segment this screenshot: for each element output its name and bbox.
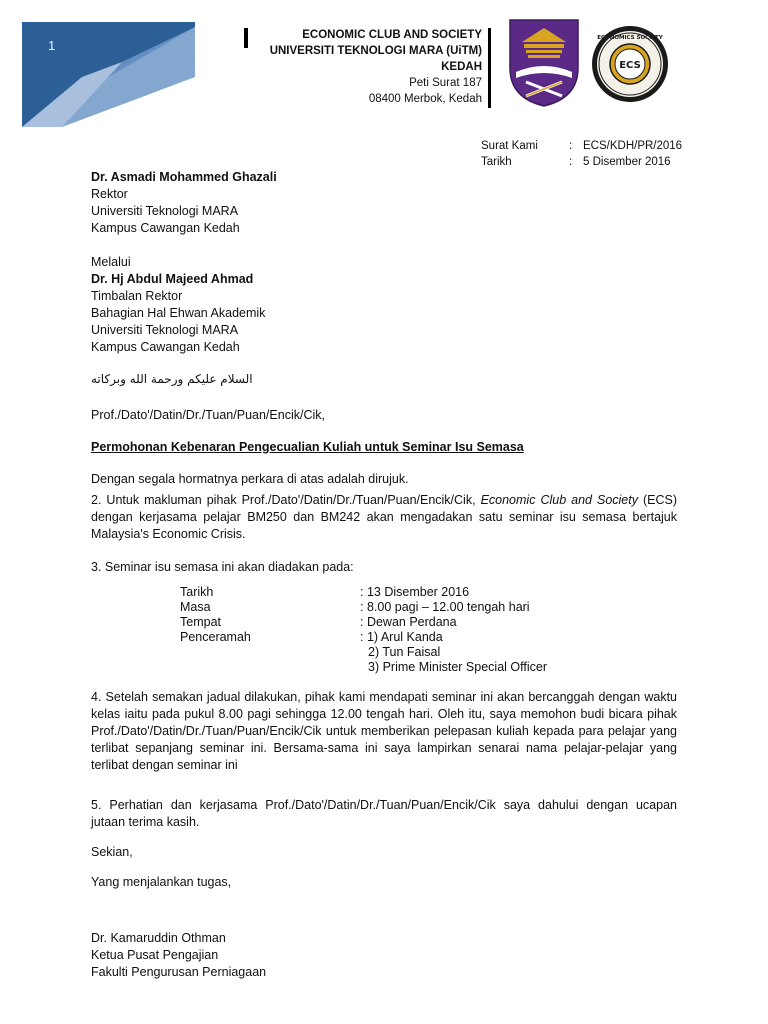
detail-value: : 8.00 pagi – 12.00 tengah hari <box>360 600 530 614</box>
detail-label: Tempat <box>180 615 221 629</box>
header-line-3: KEDAH <box>441 61 482 73</box>
tarikh-label: Tarikh <box>481 156 512 168</box>
via-line: Kampus Cawangan Kedah <box>91 340 240 354</box>
surat-kami-label: Surat Kami <box>481 140 538 152</box>
via-name: Dr. Hj Abdul Majeed Ahmad <box>91 272 254 286</box>
paragraph-1: Dengan segala hormatnya perkara di atas adalah dirujuk. <box>91 472 409 486</box>
recipient-name: Dr. Asmadi Mohammed Ghazali <box>91 170 277 184</box>
via-address <box>91 254 265 356</box>
paragraph-2-post: (ECS) dengan kerjasama pelajar BM250 dan BM242 akan mengadakan satu seminar isu semasa bertajuk Malaysia's Economic Crisis. <box>91 493 678 541</box>
tarikh-value: 5 Disember 2016 <box>583 156 671 168</box>
header-line-4: Peti Surat 187 <box>409 77 482 89</box>
recipient-address <box>91 169 277 237</box>
detail-label: Tarikh <box>180 585 214 599</box>
detail-value: : Dewan Perdana <box>360 615 457 629</box>
via-line: Timbalan Rektor <box>91 289 183 303</box>
ref-colon: : <box>569 156 573 168</box>
economics-society-logo <box>590 24 670 104</box>
detail-label: Penceramah <box>180 630 251 644</box>
ref-colon: : <box>569 140 573 152</box>
detail-value: 2) Tun Faisal <box>368 645 441 659</box>
ecs-logo-text: ECS <box>619 60 641 71</box>
closing-tugas: Yang menjalankan tugas, <box>91 875 232 889</box>
paragraph-2-pre: 2. Untuk makluman pihak Prof./Dato'/Datin/Dr./Tuan/Puan/Encik/Cik, <box>91 493 481 507</box>
surat-kami-value: ECS/KDH/PR/2016 <box>583 140 683 152</box>
detail-label: Masa <box>180 600 211 614</box>
header-divider-left <box>244 28 248 48</box>
detail-value: : 13 Disember 2016 <box>360 585 470 599</box>
detail-value: 3) Prime Minister Special Officer <box>368 660 547 674</box>
page-number: 1 <box>48 38 56 53</box>
signatory-name: Dr. Kamaruddin Othman <box>91 931 226 945</box>
seminar-details <box>180 585 547 675</box>
paragraph-2 <box>91 492 677 543</box>
signatory-title: Ketua Pusat Pengajian <box>91 948 219 962</box>
header-line-2: UNIVERSITI TEKNOLOGI MARA (UiTM) <box>269 45 482 57</box>
salutation: Prof./Dato'/Datin/Dr./Tuan/Puan/Encik/Cik, <box>91 408 325 422</box>
recipient-line: Kampus Cawangan Kedah <box>91 221 240 235</box>
via-label: Melalui <box>91 255 131 269</box>
via-line: Universiti Teknologi MARA <box>91 323 239 337</box>
signatory-faculty: Fakulti Pengurusan Perniagaan <box>91 965 267 979</box>
detail-value: : 1) Arul Kanda <box>360 630 443 644</box>
arabic-greeting: السلام عليكم ورحمة الله وبركاته <box>91 372 253 386</box>
header-line-1: ECONOMIC CLUB AND SOCIETY <box>302 29 482 41</box>
reference-block <box>481 138 682 170</box>
uitm-crest-logo <box>506 16 582 108</box>
signature-block <box>91 930 266 981</box>
paragraph-2-italic: Economic Club and Society <box>480 493 638 507</box>
paragraph-3: 3. Seminar isu semasa ini akan diadakan pada: <box>91 560 354 574</box>
letter-subject: Permohonan Kebenaran Pengecualian Kuliah untuk Seminar Isu Semasa <box>91 440 524 454</box>
ecs-ring-text: ECONOMICS SOCIETY <box>597 35 663 41</box>
header-divider-right <box>488 28 491 108</box>
recipient-line: Rektor <box>91 187 128 201</box>
via-line: Bahagian Hal Ehwan Akademik <box>91 306 266 320</box>
letterhead-address <box>270 27 482 107</box>
paragraph-4: 4. Setelah semakan jadual dilakukan, pihak kami mendapati seminar ini akan bercanggah dengan waktu kelas iaitu pada pukul 8.00 pagi sehingga 12.00 tengah hari. Oleh itu, saya memohon budi bicara pihak Prof./Dato'/Datin/Dr./Tuan/Puan/Encik/Cik untuk memberikan pelepasan kuliah kepada para pelajar yang terlibat sepanjang seminar ini. Bersama-sama ini saya lampirkan senarai nama pelajar-pelajar yang terlibat dengan seminar ini <box>91 690 677 772</box>
closing-sekian: Sekian, <box>91 845 133 859</box>
header-line-5: 08400 Merbok, Kedah <box>368 93 482 105</box>
recipient-line: Universiti Teknologi MARA <box>91 204 239 218</box>
paragraph-5: 5. Perhatian dan kerjasama Prof./Dato'/Datin/Dr./Tuan/Puan/Encik/Cik saya dahului dengan ucapan jutaan terima kasih. <box>91 798 677 829</box>
